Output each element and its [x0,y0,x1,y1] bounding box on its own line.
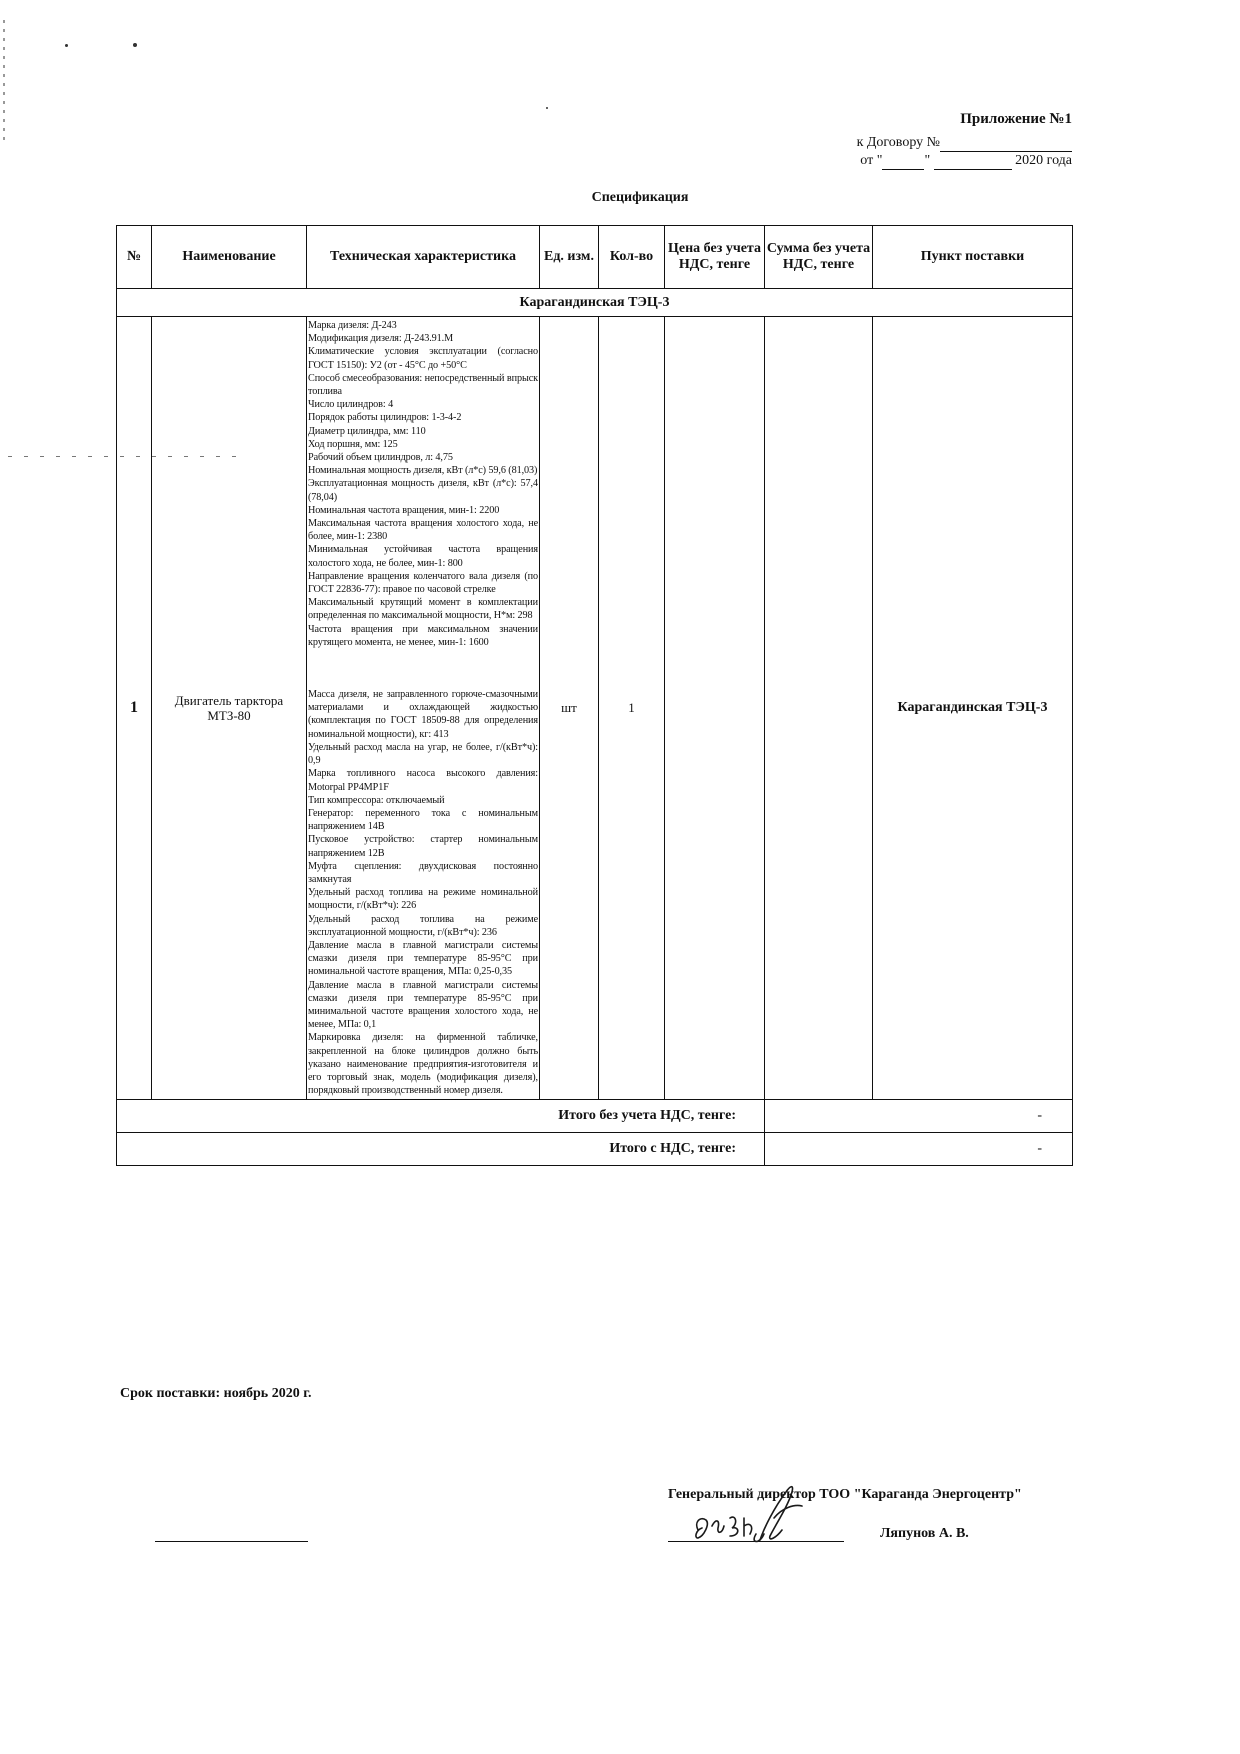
tech-spec-list-top [308,319,538,649]
tech-spec-list-bottom [308,688,538,1097]
handwritten-signature [690,1478,820,1546]
tech-spec-line: Маркировка дизеля: на фирменной табличке, закрепленной на блоке цилиндров должно быть указано наименование предприятия-изготовителя и его торговый знак, модель (модификация дизеля), порядковый производственный номер дизеля. [308,1032,538,1097]
group-row [117,289,1073,317]
scan-edge-mark [3,20,5,140]
counterparty-signature-line [155,1541,308,1542]
tech-spec-cell [307,317,540,1100]
total-with-vat-value: - [765,1133,1073,1166]
sum-cell [765,317,873,1100]
header-qty: Кол-во [599,226,665,289]
tech-spec-line: Число цилиндров: 4 [308,399,394,411]
date-mid: " [924,153,931,168]
tech-spec-line: Удельный расход топлива на режиме эксплуатационной мощности, г/(кВт*ч): 236 [308,913,538,938]
header-tech: Техническая характеристика [307,226,540,289]
unit-cell: шт [540,317,599,1100]
tech-spec-line: Диаметр цилиндра, мм: 110 [308,425,426,437]
header-sum: Сумма без учета НДС, тенге [765,226,873,289]
total-without-vat-row [117,1100,1073,1133]
total-with-vat-row [117,1133,1073,1166]
total-with-vat-label: Итого с НДС, тенге: [117,1133,765,1166]
date-month-blank [934,155,1012,170]
tech-spec-line: Максимальный крутящий момент в комплектации определенная по максимальной мощности, Н*м: 298 [308,597,538,622]
tech-spec-line: Удельный расход масла на угар, не более, г/(кВт*ч): 0,9 [308,741,538,767]
date-prefix: от " [860,153,883,168]
header-price: Цена без учета НДС, тенге [665,226,765,289]
tech-spec-line: Марка топливного насоса высокого давления: Motorpal PP4MP1F [308,768,538,793]
header-num: № [117,226,152,289]
tech-spec-line: Удельный расход топлива на режиме номинальной мощности, г/(кВт*ч): 226 [308,887,538,912]
date-day-blank [882,155,924,170]
tech-spec-line: Модификация дизеля: Д-243.91.М [308,333,454,345]
contract-label: к Договору № [856,135,940,150]
header-name: Наименование [152,226,307,289]
tech-spec-line: Порядок работы цилиндров: 1-3-4-2 [308,412,462,424]
tech-spec-line: Максимальная частота вращения холостого хода, не более, мин-1: 2380 [308,518,538,543]
appendix-header [857,110,1072,170]
tech-spec-line: Частота вращения при максимальном значении крутящего момента, не менее, мин-1: 1600 [308,623,538,648]
tech-spec-line: Климатические условия эксплуатации (согласно ГОСТ 15150): У2 (от - 45°С до +50°С [308,346,538,371]
delivery-term: Срок поставки: ноябрь 2020 г. [120,1386,312,1401]
table-header-row [117,226,1073,289]
item-name: Двигатель тарктора МТЗ-80 [152,317,307,1100]
specification-table [116,225,1073,1166]
tech-spec-gap [308,649,538,688]
delivery-place-cell: Карагандинская ТЭЦ-3 [873,317,1073,1100]
tech-spec-line: Номинальная частота вращения, мин-1: 2200 [308,504,500,516]
document-title: Спецификация [591,190,689,205]
scan-speck [133,43,137,47]
appendix-title: Приложение №1 [960,111,1072,127]
tech-spec-line: Масса дизеля, не заправленного горюче-смазочными материалами и охлаждающей жидкостью (комплектация по ГОСТ 18509-88 для определения номинальной мощности), кг: 413 [308,689,538,740]
price-cell [665,317,765,1100]
tech-spec-line: Рабочий объем цилиндров, л: 4,75 [308,452,453,464]
tech-spec-line: Номинальная мощность дизеля, кВт (л*с) 59,6 (81,03) [308,465,538,477]
header-place: Пункт поставки [873,226,1073,289]
tech-spec-line: Марка дизеля: Д-243 [308,320,397,331]
tech-spec-line: Направление вращения коленчатого вала дизеля (по ГОСТ 22836-77): правое по часовой стрелке [308,570,538,596]
tech-spec-line: Способ смесеобразования: непосредственный впрыск топлива [308,372,538,398]
header-unit: Ед. изм. [540,226,599,289]
tech-spec-line: Эксплуатационная мощность дизеля, кВт (л*с): 57,4 (78,04) [308,478,538,503]
signatory-name: Ляпунов А. В. [880,1526,969,1541]
signatory-position: Генеральный директор ТОО "Караганда Энергоцентр" [668,1487,1022,1502]
tech-spec-line: Минимальная устойчивая частота вращения холостого хода, не более, мин-1: 800 [308,544,538,569]
tech-spec-line: Пусковое устройство: стартер номинальным напряжением 12В [308,834,538,859]
group-title: Карагандинская ТЭЦ-3 [117,289,1073,317]
total-without-vat-value: - [765,1100,1073,1133]
date-suffix: 2020 года [1015,153,1072,168]
tech-spec-line: Ход поршня, мм: 125 [308,438,398,450]
contract-number-line [857,134,1072,152]
tech-spec-line: Муфта сцепления: двухдисковая постоянно замкнутая [308,860,538,885]
contract-date-line [857,152,1072,170]
tech-spec-line: Давление масла в главной магистрали системы смазки дизеля при температуре 85-95°С при минимальной частоте вращения холостого хода, не менее, МПа: 0,1 [308,979,538,1031]
row-number: 1 [117,317,152,1100]
table-row [117,317,1073,1100]
quantity-cell: 1 [599,317,665,1100]
tech-spec-line: Генератор: переменного тока с номинальным напряжением 14В [308,807,538,833]
scan-speck [65,44,68,47]
contract-number-blank [940,137,1072,152]
scan-speck [546,107,548,109]
total-without-vat-label: Итого без учета НДС, тенге: [117,1100,765,1133]
tech-spec-line: Давление масла в главной магистрали системы смазки дизеля при температуре 85-95°С при номинальной частоте вращения, МПа: 0,25-0,35 [308,939,538,978]
tech-spec-line: Тип компрессора: отключаемый [308,794,445,806]
